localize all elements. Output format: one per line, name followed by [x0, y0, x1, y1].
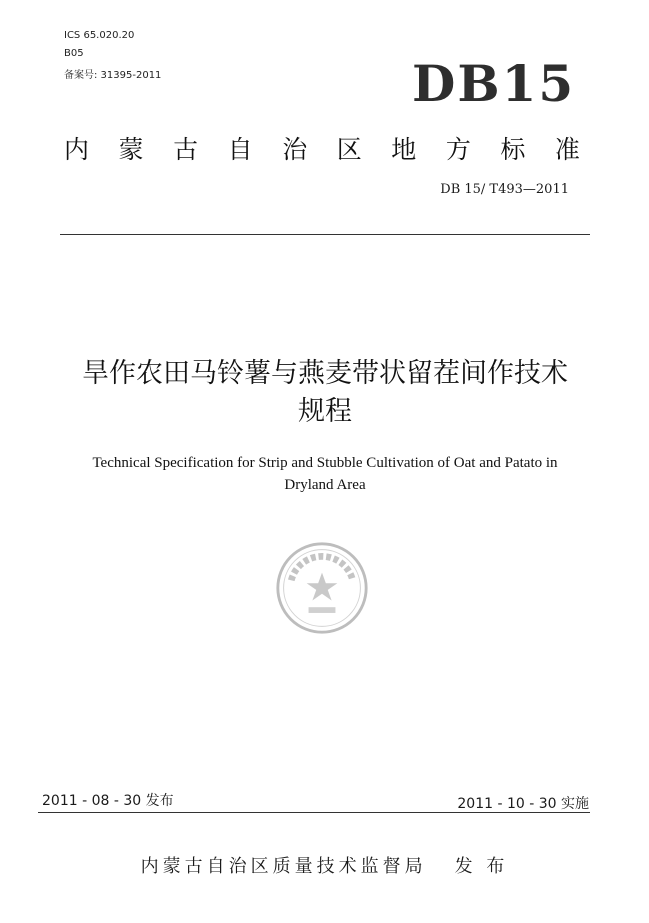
standard-type-char: 标 [500, 135, 526, 164]
record-number: 备案号: 31395-2011 [64, 70, 162, 81]
official-seal-stamp [274, 540, 370, 636]
bottom-divider [38, 812, 590, 813]
standard-type-heading [64, 130, 580, 166]
standard-type-char: 治 [282, 135, 308, 164]
ics-code: ICS 65.020.20 [64, 30, 135, 41]
issue-date: 2011 - 08 - 30 发布 [42, 793, 174, 809]
standard-type-char: 地 [391, 135, 417, 164]
classification-code: B05 [64, 48, 84, 59]
issuing-authority [0, 852, 649, 878]
standard-type-char: 古 [173, 135, 199, 164]
standard-code: DB 15/ T493—2011 [440, 182, 569, 197]
db15-logo: DB15 [412, 54, 576, 113]
chinese-title [30, 355, 620, 431]
chinese-title-line-1: 旱作农田马铃薯与燕麦带状留茬间作技术 [82, 358, 568, 389]
standard-type-char: 准 [554, 135, 580, 164]
english-title-line-1: Technical Specification for Strip and Stubble Cultivation of Oat and Patato in [92, 455, 558, 471]
standard-type-char: 自 [227, 135, 253, 164]
standard-type-char: 区 [336, 135, 362, 164]
english-title-line-2: Dryland Area [284, 477, 366, 493]
issuer-name: 内蒙古自治区质量技术监督局 [140, 856, 427, 877]
chinese-title-line-2: 规程 [298, 396, 352, 427]
top-divider [60, 234, 590, 235]
standard-type-char: 内 [64, 135, 90, 164]
standard-type-char: 蒙 [118, 135, 144, 164]
issuer-verb: 发 布 [454, 856, 509, 877]
english-title [60, 452, 590, 496]
standard-type-char: 方 [445, 135, 471, 164]
implementation-date: 2011 - 10 - 30 实施 [457, 796, 589, 812]
